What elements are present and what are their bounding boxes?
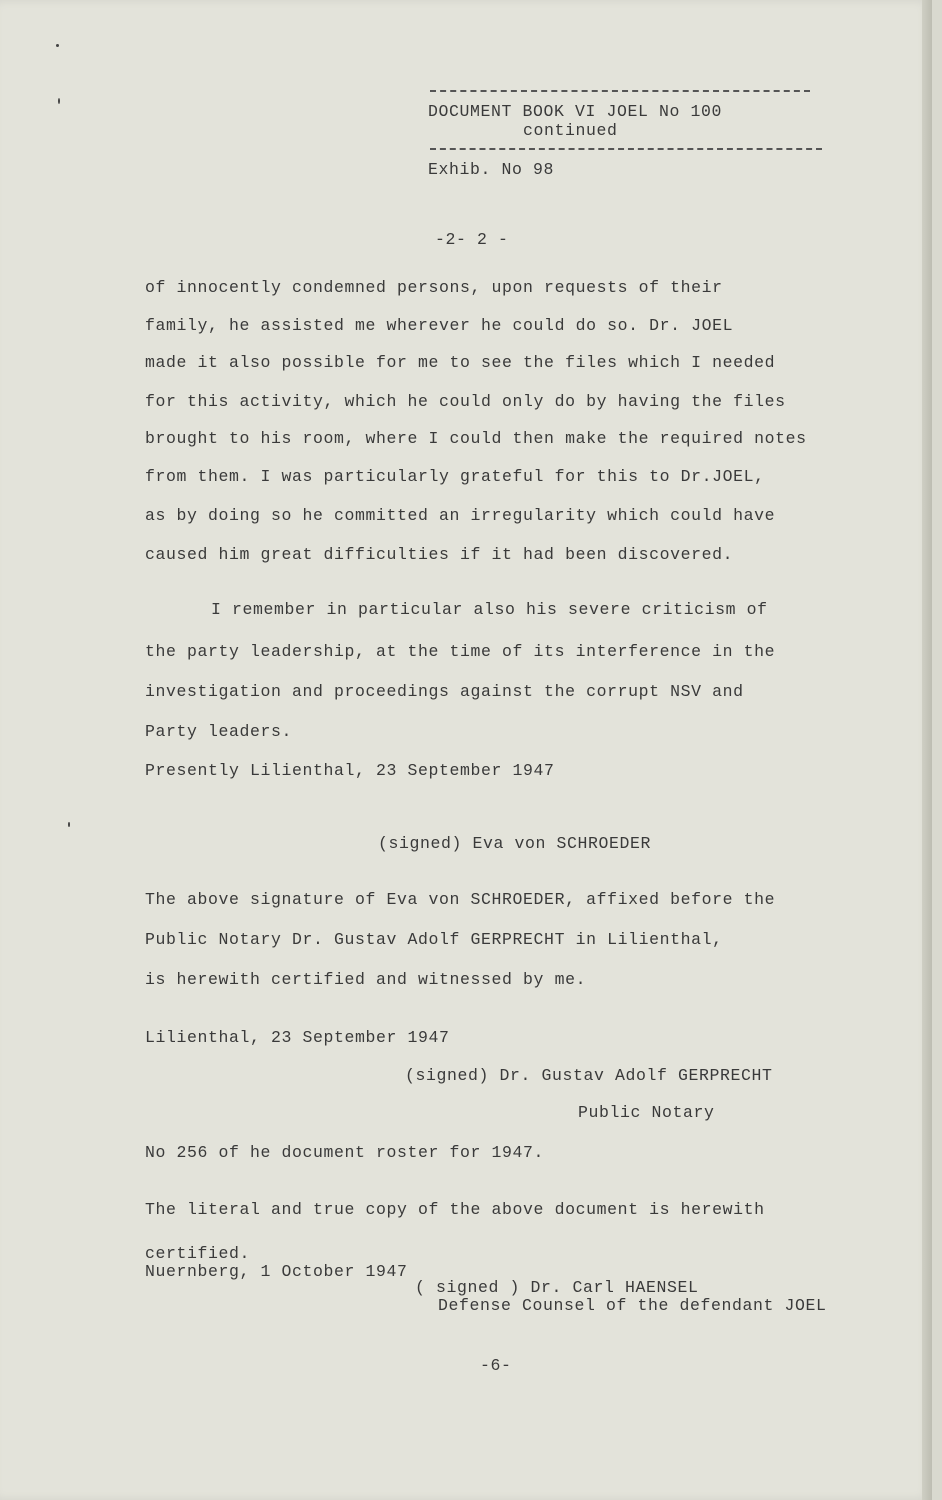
certification-line: Public Notary Dr. Gustav Adolf GERPRECHT in Lilienthal,: [145, 930, 723, 949]
paragraph-1-line: brought to his room, where I could then make the required notes: [145, 429, 807, 448]
place-date-2: Lilienthal, 23 September 1947: [145, 1028, 450, 1047]
paragraph-1-line: of innocently condemned persons, upon requests of their: [145, 278, 723, 297]
speck: [58, 98, 60, 104]
paragraph-2-line: investigation and proceedings against the corrupt NSV and: [145, 682, 744, 701]
header-bottom-rule: [430, 148, 822, 150]
page-number-top: -2- 2 -: [435, 230, 509, 249]
paragraph-1-line: as by doing so he committed an irregularity which could have: [145, 506, 776, 525]
exhibit-label: Exhib. No 98: [428, 160, 555, 179]
paragraph-1-line: caused him great difficulties if it had been discovered.: [145, 545, 734, 564]
signature-3: ( signed ) Dr. Carl HAENSEL: [415, 1278, 699, 1297]
true-copy-line: The literal and true copy of the above document is herewith: [145, 1200, 765, 1219]
paragraph-1-line: made it also possible for me to see the files which I needed: [145, 353, 776, 372]
signature-3-title: Defense Counsel of the defendant JOEL: [438, 1296, 827, 1315]
true-copy-line: certified.: [145, 1244, 251, 1263]
paragraph-2-line: I remember in particular also his severe criticism of: [211, 600, 768, 619]
place-date-1: Presently Lilienthal, 23 September 1947: [145, 761, 555, 780]
paragraph-2-line: the party leadership, at the time of its interference in the: [145, 642, 776, 661]
header-top-rule: [430, 90, 810, 92]
paragraph-1-line: family, he assisted me wherever he could do so. Dr. JOEL: [145, 316, 734, 335]
speck: [56, 44, 59, 47]
continued-label: continued: [523, 121, 618, 140]
signature-1: (signed) Eva von SCHROEDER: [378, 834, 652, 853]
page-edge: [922, 0, 932, 1500]
signature-2-title: Public Notary: [578, 1103, 715, 1122]
certification-line: The above signature of Eva von SCHROEDER, affixed before the: [145, 890, 776, 909]
signature-2: (signed) Dr. Gustav Adolf GERPRECHT: [405, 1066, 773, 1085]
paragraph-1-line: from them. I was particularly grateful for this to Dr.JOEL,: [145, 467, 765, 486]
doc-book-line: DOCUMENT BOOK VI JOEL No 100: [428, 102, 723, 121]
speck: [68, 822, 70, 827]
page-number-bottom: -6-: [480, 1356, 512, 1375]
paragraph-2-line: Party leaders.: [145, 722, 293, 741]
roster-line: No 256 of he document roster for 1947.: [145, 1143, 545, 1162]
certification-line: is herewith certified and witnessed by me.: [145, 970, 587, 989]
place-date-3: Nuernberg, 1 October 1947: [145, 1262, 408, 1281]
paragraph-1-line: for this activity, which he could only do by having the files: [145, 392, 786, 411]
